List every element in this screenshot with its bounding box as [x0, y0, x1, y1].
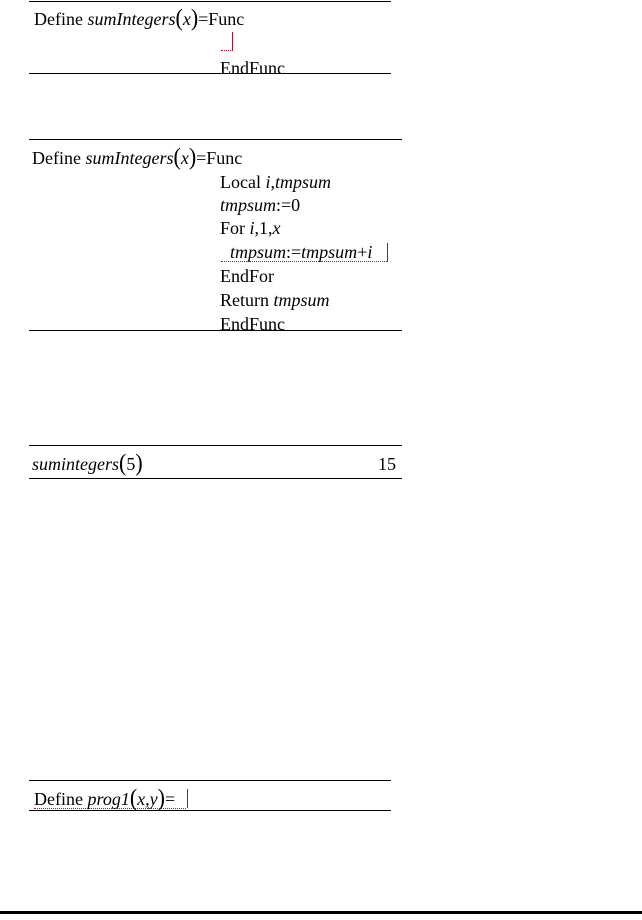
endfor-line: EndFor — [220, 266, 274, 286]
text-cursor — [232, 32, 233, 51]
var-i: i — [367, 242, 373, 262]
function-arg: x — [182, 9, 191, 29]
panel-1-bottom-rule — [29, 73, 391, 74]
program-args: x,y — [137, 789, 158, 809]
define-keyword: Define — [32, 148, 81, 168]
define-keyword: Define — [34, 789, 83, 809]
function-name: sumIntegers — [87, 9, 176, 29]
loop-body-line[interactable] — [230, 241, 372, 263]
var-x: x — [272, 218, 281, 238]
panel-4-top-rule — [29, 780, 391, 781]
open-paren: ( — [119, 448, 127, 477]
return-line — [220, 289, 330, 311]
func-keyword: Func — [208, 9, 245, 29]
spellcheck-underline — [34, 808, 186, 809]
calculation-entry[interactable] — [32, 448, 143, 477]
assign-zero: :=0 — [276, 195, 301, 215]
local-keyword: Local — [220, 172, 266, 192]
for-keyword: For — [220, 218, 250, 238]
panel-1-top-rule — [29, 1, 391, 2]
equals-sign: = — [198, 9, 209, 29]
var-tmpsum: tmpsum — [301, 242, 358, 262]
spellcheck-underline — [221, 50, 231, 51]
program-name: prog1 — [87, 789, 130, 809]
argument-value: 5 — [126, 454, 136, 474]
var-i: i — [265, 172, 271, 192]
equals-sign: = — [196, 148, 207, 168]
panel-4-definition-line[interactable] — [34, 783, 176, 812]
panel-2-bottom-rule — [29, 330, 402, 331]
function-name: sumintegers — [32, 454, 119, 474]
panel-2-definition-line[interactable] — [32, 142, 243, 171]
open-paren: ( — [173, 142, 181, 171]
var-tmpsum: tmpsum — [230, 242, 287, 262]
close-paren: ) — [135, 448, 143, 477]
close-paren: ) — [188, 142, 197, 171]
panel-2-top-rule — [29, 139, 402, 140]
var-tmpsum: tmpsum — [220, 195, 277, 215]
close-paren: ) — [157, 783, 165, 812]
var-i: i — [249, 218, 255, 238]
for-line — [220, 217, 281, 239]
close-paren: ) — [190, 3, 199, 32]
local-line — [220, 171, 331, 193]
function-arg: x — [180, 148, 189, 168]
open-paren: ( — [175, 3, 183, 32]
endfunc-line: EndFunc — [220, 58, 285, 78]
assign-op: := — [286, 242, 302, 262]
equals-sign: = — [164, 789, 176, 809]
plus-op: + — [357, 242, 368, 262]
return-keyword: Return — [220, 290, 274, 310]
panel-1-definition-line[interactable] — [34, 3, 245, 32]
text-cursor — [387, 243, 388, 262]
page-bottom-border — [0, 911, 642, 914]
var-tmpsum: tmpsum — [273, 290, 330, 310]
panel-3-top-rule — [29, 445, 402, 446]
open-paren: ( — [129, 783, 138, 812]
endfunc-line: EndFunc — [220, 314, 285, 334]
panel-4-bottom-rule — [29, 810, 391, 811]
function-name: sumIntegers — [85, 148, 174, 168]
func-keyword: Func — [206, 148, 243, 168]
spellcheck-underline — [221, 261, 387, 262]
assign-line — [220, 194, 300, 216]
var-tmpsum: tmpsum — [275, 172, 332, 192]
define-keyword: Define — [34, 9, 83, 29]
comma: , — [270, 172, 275, 192]
for-range: ,1, — [254, 218, 273, 238]
text-cursor — [187, 789, 188, 808]
panel-3-bottom-rule — [29, 478, 402, 479]
calculation-result: 15 — [378, 454, 396, 474]
